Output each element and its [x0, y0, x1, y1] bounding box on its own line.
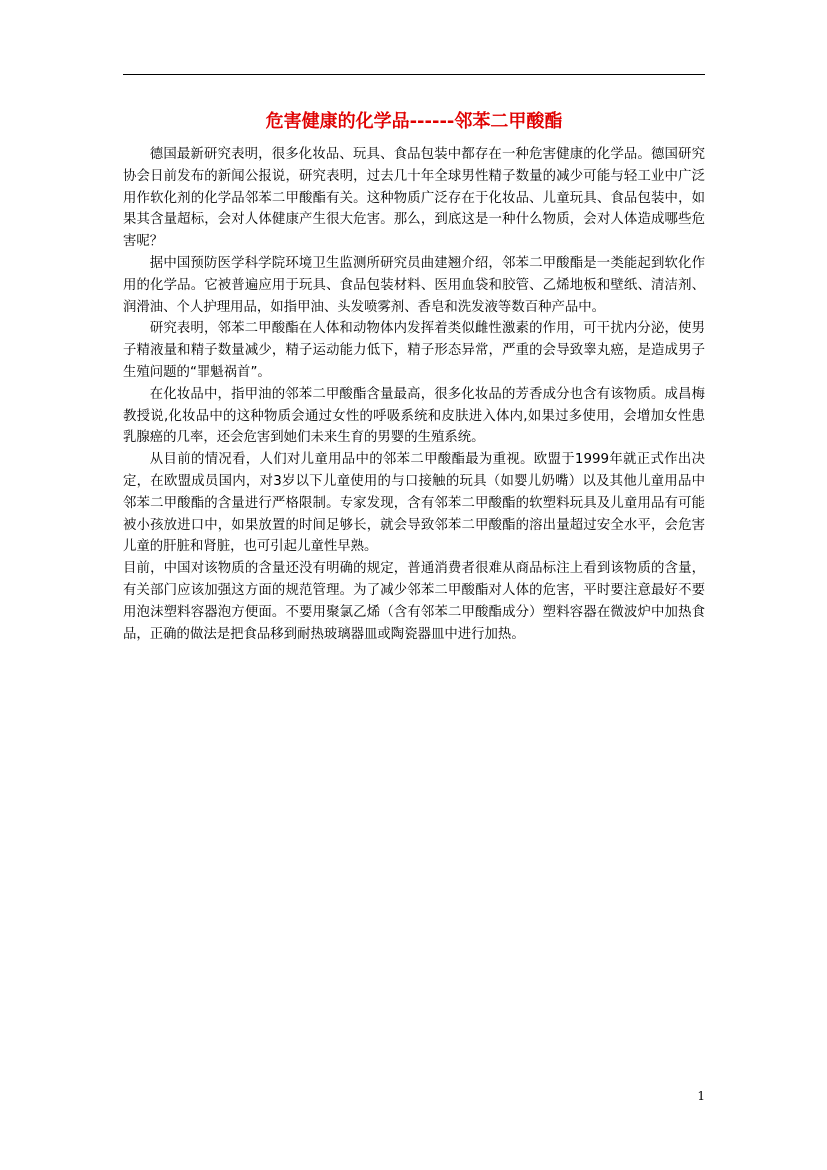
document-title: 危害健康的化学品------邻苯二甲酸酯	[265, 111, 563, 132]
paragraph-6: 目前，中国对该物质的含量还没有明确的规定，普通消费者很难从商品标注上看到该物质的含量，有关部门应该加强这方面的规范管理。为了减少邻苯二甲酸酯对人体的危害，平时要注意最好不要用泡沫塑料容器泡方便面。不要用聚氯乙烯（含有邻苯二甲酸酯成分）塑料容器在微波炉中加热食品，正确的做法是把食品移到耐热玻璃器皿或陶瓷器皿中进行加热。	[123, 561, 705, 642]
paragraph-3: 研究表明，邻苯二甲酸酯在人体和动物体内发挥着类似雌性激素的作用，可干扰内分泌，使男子精液量和精子数量减少，精子运动能力低下，精子形态异常，严重的会导致睾丸癌，是造成男子生殖问题的“罪魁祸首”。	[123, 321, 705, 380]
header-rule	[123, 74, 705, 75]
paragraph-5: 从目前的情况看，人们对儿童用品中的邻苯二甲酸酯最为重视。欧盟于1999年就正式作出决定，在欧盟成员国内，对3岁以下儿童使用的与口接触的玩具（如婴儿奶嘴）以及其他儿童用品中邻苯二甲酸酯的含量进行严格限制。专家发现，含有邻苯二甲酸酯的软塑料玩具及儿童用品有可能被小孩放进口中，如果放置的时间足够长，就会导致邻苯二甲酸酯的溶出量超过安全水平，会危害儿童的肝脏和肾脏，也可引起儿童性早熟。	[123, 452, 705, 555]
document-body	[123, 144, 705, 645]
paragraph-1: 德国最新研究表明，很多化妆品、玩具、食品包装中都存在一种危害健康的化学品。德国研究协会日前发布的新闻公报说，研究表明，过去几十年全球男性精子数量的减少可能与轻工业中广泛用作软化剂的化学品邻苯二甲酸酯有关。这种物质广泛存在于化妆品、儿童玩具、食品包装中，如果其含量超标，会对人体健康产生很大危害。那么，到底这是一种什么物质，会对人体造成哪些危害呢？	[123, 147, 705, 250]
paragraph-4: 在化妆品中，指甲油的邻苯二甲酸酯含量最高，很多化妆品的芳香成分也含有该物质。成昌梅教授说,化妆品中的这种物质会通过女性的呼吸系统和皮肤进入体内,如果过多使用，会增加女性患乳腺癌的几率，还会危害到她们未来生育的男婴的生殖系统。	[123, 386, 705, 446]
page-number: 1	[697, 1089, 705, 1103]
paragraph-2: 据中国预防医学科学院环境卫生监测所研究员曲建翘介绍，邻苯二甲酸酯是一类能起到软化作用的化学品。它被普遍应用于玩具、食品包装材料、医用血袋和胶管、乙烯地板和壁纸、清洁剂、润滑油、个人护理用品，如指甲油、头发喷雾剂、香皂和洗发液等数百种产品中。	[123, 255, 705, 315]
